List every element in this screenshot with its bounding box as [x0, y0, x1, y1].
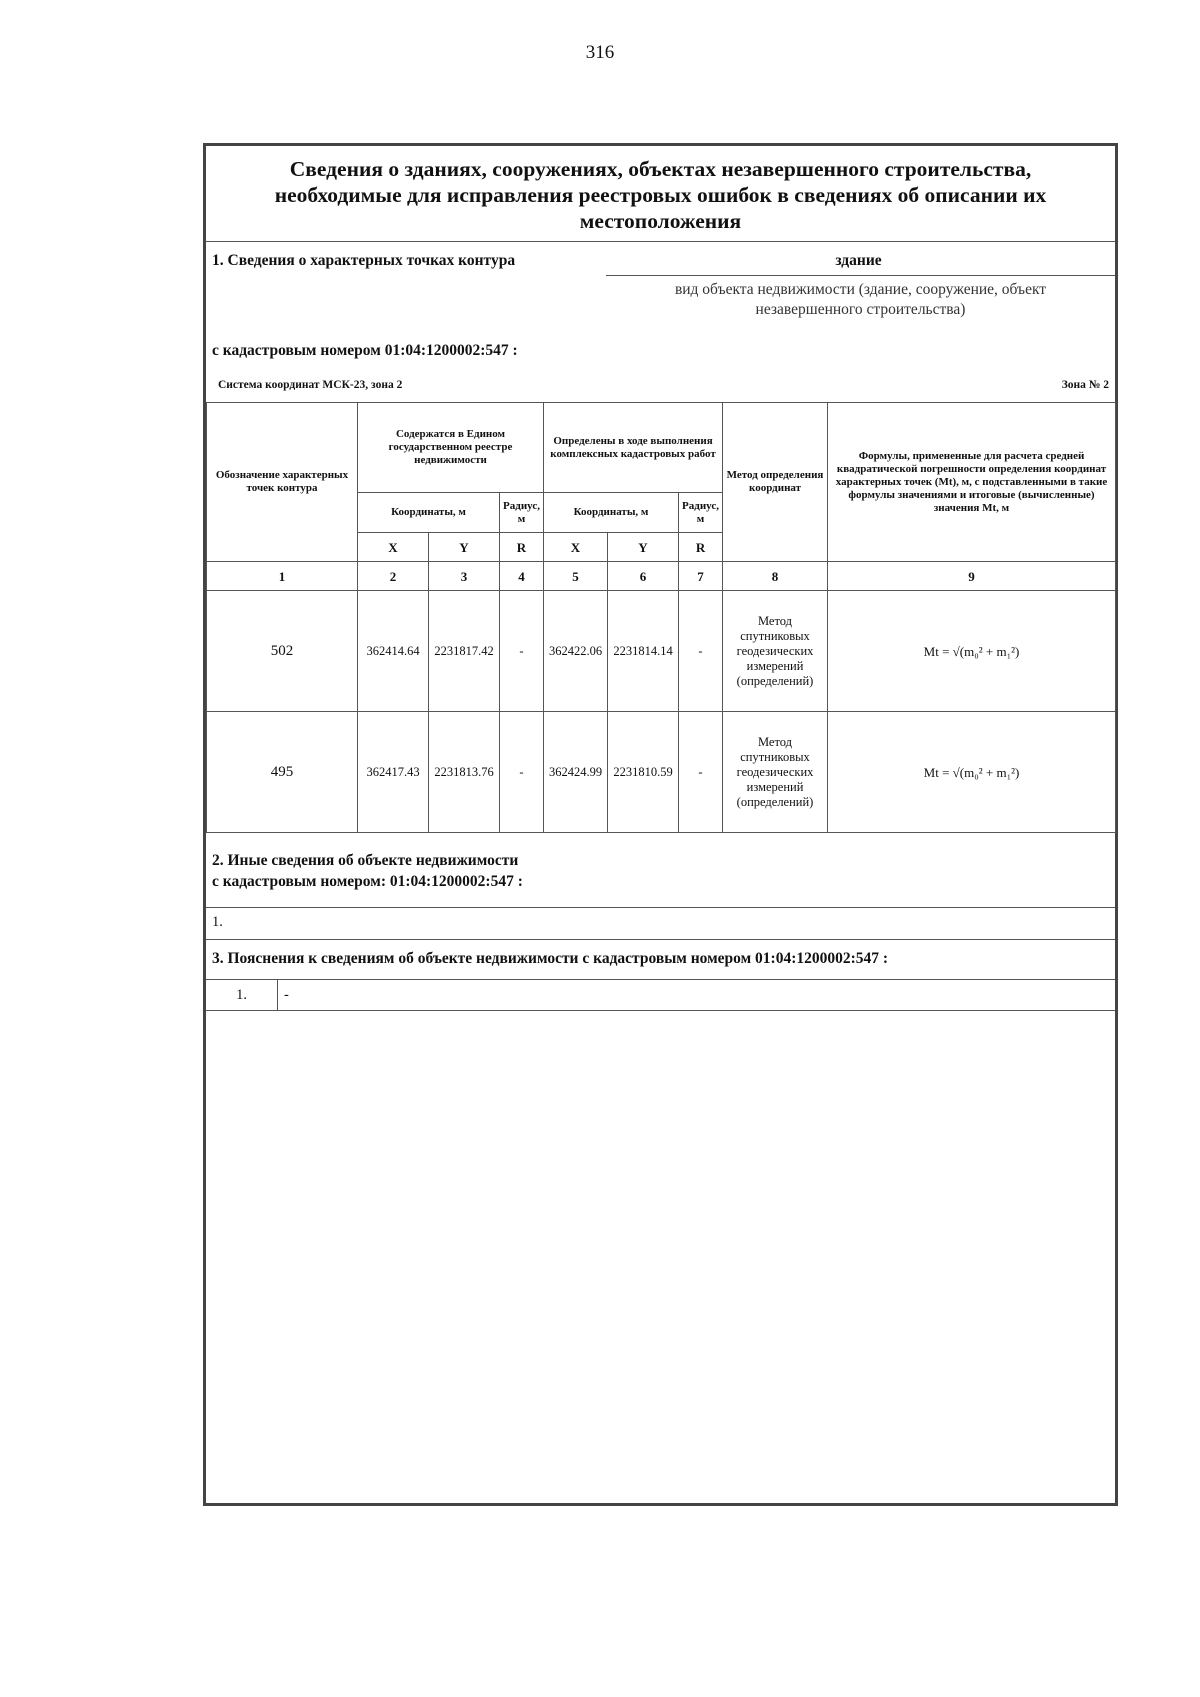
column-number: 1 — [207, 562, 358, 591]
object-type-value: здание — [835, 252, 882, 269]
r-complex-cell: - — [679, 712, 723, 833]
section2-block — [206, 838, 1115, 908]
header-radius-complex: Радиус, м — [679, 493, 723, 533]
header-coords-egrn: Координаты, м — [358, 493, 500, 533]
y-complex-cell: 2231810.59 — [608, 712, 679, 833]
header-complex-works: Определены в ходе выполнения комплексных кадастровых работ — [544, 403, 723, 493]
table-row — [207, 591, 1116, 712]
object-type-caption — [606, 280, 1115, 320]
coordinate-system: Система координат МСК-23, зона 2 — [218, 379, 403, 391]
y-complex-cell: 2231814.14 — [608, 591, 679, 712]
method-cell: Метод спутниковых геодезических измерений (определений) — [723, 591, 828, 712]
x-complex-cell: 362422.06 — [544, 591, 608, 712]
header-egrn: Содержатся в Едином государственном реестре недвижимости — [358, 403, 544, 493]
cadastral-number-line: с кадастровым номером 01:04:1200002:547 : — [212, 342, 518, 359]
section3-item-number: 1. — [206, 980, 278, 1011]
point-number: 502 — [207, 591, 358, 712]
header-x-egrn: X — [358, 533, 429, 562]
section3-heading-row — [206, 940, 1115, 980]
table-row — [207, 712, 1116, 833]
section2-item: 1. — [212, 914, 223, 930]
form-frame — [203, 143, 1118, 1506]
r-egrn-cell: - — [500, 712, 544, 833]
object-type-caption-line-1: вид объекта недвижимости (здание, сооружение, объект — [674, 281, 1047, 298]
column-number: 8 — [723, 562, 828, 591]
title-line-1: Сведения о зданиях, сооружениях, объектах незавершенного строительства, — [289, 157, 1032, 181]
column-number: 9 — [828, 562, 1116, 591]
column-number: 7 — [679, 562, 723, 591]
r-egrn-cell: - — [500, 591, 544, 712]
page-number: 316 — [585, 42, 615, 63]
header-y-complex: Y — [608, 533, 679, 562]
section3-item-text: - — [284, 987, 289, 1003]
y-egrn-cell: 2231813.76 — [429, 712, 500, 833]
column-number: 4 — [500, 562, 544, 591]
formula-cell: Mt = √(m₀² + m₁²) — [828, 591, 1116, 712]
header-radius-egrn: Радиус, м — [500, 493, 544, 533]
header-method: Метод определения координат — [723, 403, 828, 562]
header-row-1 — [207, 403, 1116, 493]
r-complex-cell: - — [679, 591, 723, 712]
method-cell: Метод спутниковых геодезических измерений (определений) — [723, 712, 828, 833]
section3-heading: 3. Пояснения к сведениям об объекте недвижимости с кадастровым номером 01:04:1200002:547 : — [212, 950, 889, 967]
section1-heading: 1. Сведения о характерных точках контура — [212, 252, 516, 269]
point-number: 495 — [207, 712, 358, 833]
y-egrn-cell: 2231817.42 — [429, 591, 500, 712]
header-r-egrn: R — [500, 533, 544, 562]
section2-item-row — [206, 908, 1115, 940]
coordinates-table — [206, 402, 1116, 833]
title-line-3: местоположения — [579, 209, 742, 233]
title-line-2: необходимые для исправления реестровых ошибок в сведениях об описании их — [274, 183, 1047, 207]
header-r-complex: R — [679, 533, 723, 562]
column-number: 2 — [358, 562, 429, 591]
x-complex-cell: 362424.99 — [544, 712, 608, 833]
section2-heading-line-2: с кадастровым номером: 01:04:1200002:547 : — [212, 873, 523, 890]
object-type-caption-line-2: незавершенного строительства) — [755, 301, 966, 318]
document-title — [206, 146, 1115, 242]
zone-label: Зона № 2 — [1061, 379, 1109, 391]
header-formulas: Формулы, примененные для расчета средней квадратической погрешности определения координат характерных точек (Mt), м, с подставленными в такие формулы значениями и итоговые (вычисленные) значения Mt, м — [828, 403, 1116, 562]
x-egrn-cell: 362417.43 — [358, 712, 429, 833]
header-coords-complex: Координаты, м — [544, 493, 679, 533]
header-x-complex: X — [544, 533, 608, 562]
object-type-underline — [606, 275, 1115, 276]
column-number: 3 — [429, 562, 500, 591]
column-number: 5 — [544, 562, 608, 591]
x-egrn-cell: 362414.64 — [358, 591, 429, 712]
column-number-row — [207, 562, 1116, 591]
section2-heading-line-1: 2. Иные сведения об объекте недвижимости — [212, 852, 519, 869]
header-point-designation: Обозначение характерных точек контура — [207, 403, 358, 562]
column-number: 6 — [608, 562, 679, 591]
section3-item-row — [206, 980, 1115, 1011]
formula-cell: Mt = √(m₀² + m₁²) — [828, 712, 1116, 833]
header-y-egrn: Y — [429, 533, 500, 562]
